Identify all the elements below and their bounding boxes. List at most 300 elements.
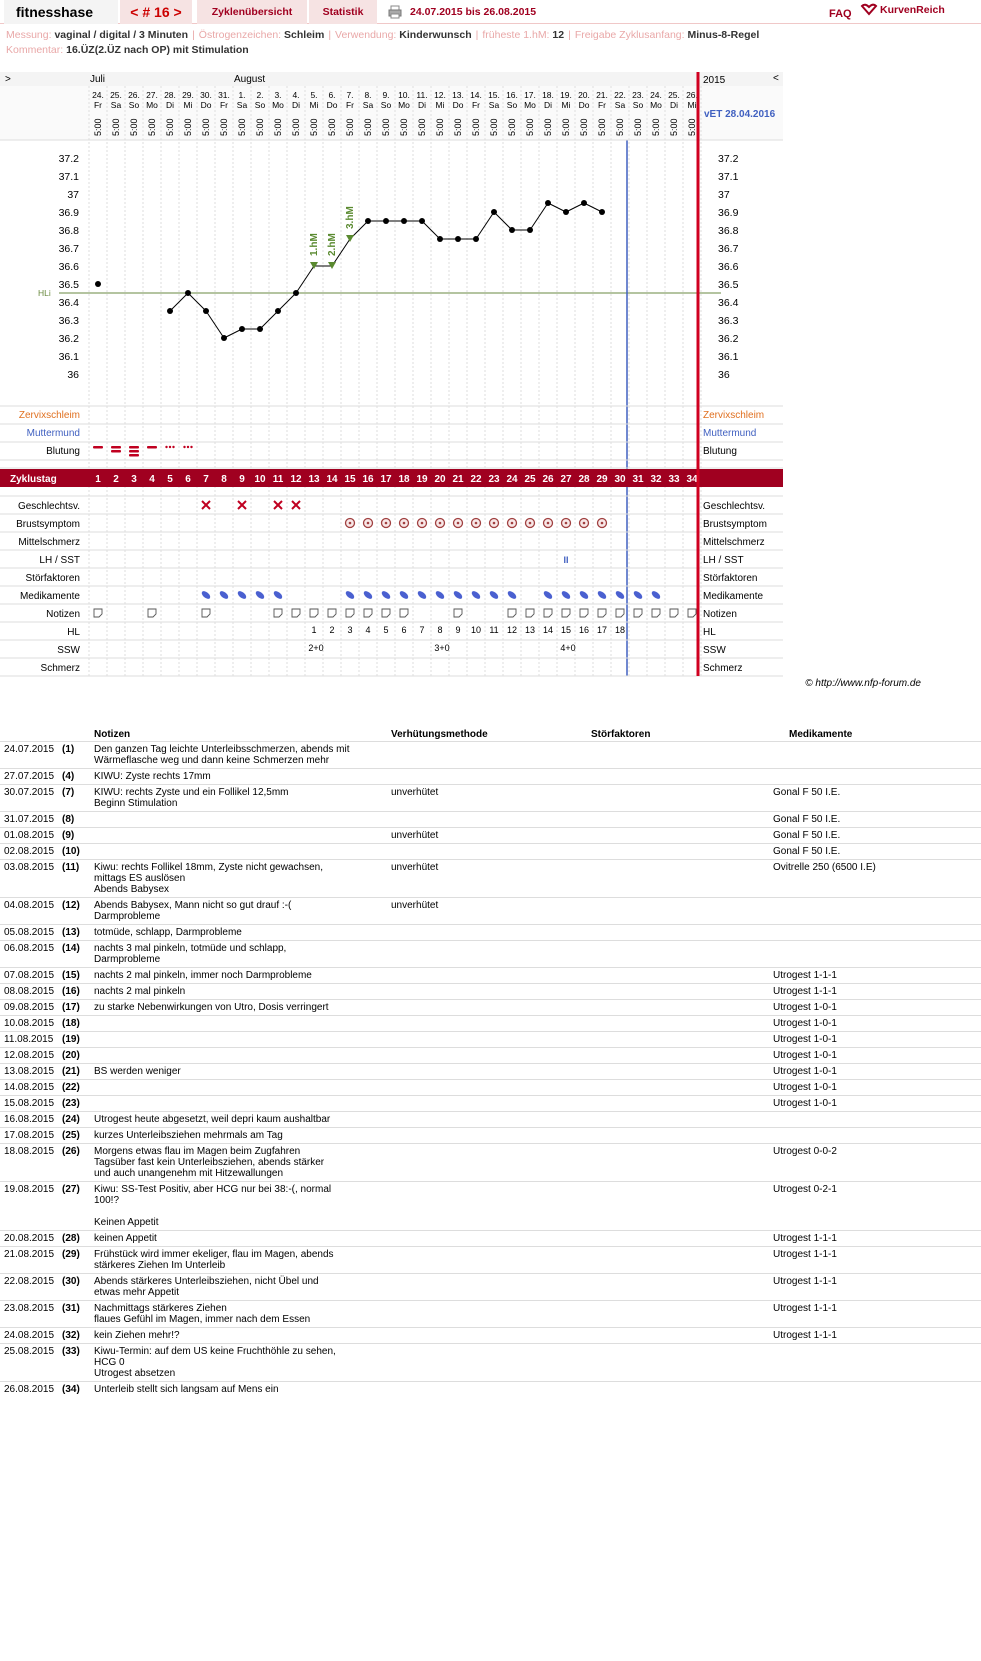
row-label-right: LH / SST [703, 555, 744, 566]
pill-icon [380, 590, 391, 601]
weekday-label: Fr [219, 100, 229, 110]
cycle-day-number: 3 [131, 474, 137, 485]
time-label: 5:00 [327, 118, 337, 136]
temp-point [527, 227, 533, 233]
note-text [90, 1031, 387, 1047]
note-method [387, 1381, 587, 1397]
note-icon [364, 609, 372, 617]
temp-point [383, 218, 389, 224]
note-cycle-day: (21) [62, 1063, 90, 1079]
note-text [90, 827, 387, 843]
note-method [387, 1047, 587, 1063]
row-label: SSW [57, 645, 80, 656]
weekday-label: Sa [488, 100, 500, 110]
hl-number: 9 [455, 625, 461, 635]
note-icon [562, 609, 570, 617]
note-cycle-day: (10) [62, 843, 90, 859]
note-icon [202, 609, 210, 617]
row-label: LH / SST [39, 555, 80, 566]
cycle-day-number: 32 [650, 474, 662, 485]
cycle-day-number: 26 [542, 474, 554, 485]
tab-statistics[interactable]: Statistik [309, 0, 377, 24]
note-text: keinen Appetit [90, 1230, 387, 1246]
time-label: 5:00 [453, 118, 463, 136]
note-method [387, 1079, 587, 1095]
note-disturbance [587, 1127, 769, 1143]
month-august: August [234, 74, 266, 85]
table-row [0, 1381, 981, 1397]
coverline-label: HLi [38, 288, 51, 298]
pill-icon [470, 590, 481, 601]
breast-symptom-dot [565, 522, 568, 525]
intercourse-mark [202, 501, 210, 509]
intercourse-mark [292, 501, 300, 509]
hl-number: 7 [419, 625, 425, 635]
note-disturbance [587, 1111, 769, 1127]
pill-icon [236, 590, 247, 601]
note-disturbance [587, 1246, 769, 1273]
note-cycle-day: (12) [62, 897, 90, 924]
breast-symptom-dot [367, 522, 370, 525]
cycle-day-number: 6 [185, 474, 191, 485]
note-date: 25.08.2015 [0, 1343, 62, 1381]
temp-point [167, 308, 173, 314]
breast-symptom-dot [421, 522, 424, 525]
note-cycle-day: (30) [62, 1273, 90, 1300]
time-label: 5:00 [363, 118, 373, 136]
note-method [387, 1031, 587, 1047]
hl-number: 14 [542, 625, 554, 635]
time-label: 5:00 [615, 118, 625, 136]
date-label: 14. [470, 90, 482, 100]
hl-number: 17 [596, 625, 608, 635]
note-cycle-day: (11) [62, 859, 90, 897]
note-medication: Utrogest 1-0-1 [769, 1063, 981, 1079]
cycle-info: Messung: vaginal / digital / 3 Minuten | Östrogenzeichen: Schleim | Verwendung: Kinderwunsch | früheste 1.hM: 12 | Freigabe Zyklusanfang: Minus-8-Regel Kommentar: 16.ÜZ(2.ÜZ nach OP) mit Stimulation [6, 29, 760, 56]
weekday-label: Di [669, 100, 679, 110]
note-text: Kiwu-Termin: auf dem US keine Fruchthöhle zu sehen, HCG 0 Utrogest absetzen [90, 1343, 387, 1381]
date-label: 12. [434, 90, 446, 100]
brand-link[interactable]: KurvenReich [880, 4, 945, 16]
y-tick-left: 36.4 [58, 297, 79, 309]
table-row [0, 897, 981, 924]
note-cycle-day: (18) [62, 1015, 90, 1031]
note-icon [274, 609, 282, 617]
time-label: 5:00 [687, 118, 697, 136]
note-icon [508, 609, 516, 617]
temp-point [293, 290, 299, 296]
note-disturbance [587, 940, 769, 967]
weekday-label: Mi [561, 100, 571, 110]
cycle-day-number: 17 [380, 474, 392, 485]
note-icon [346, 609, 354, 617]
note-method [387, 999, 587, 1015]
breast-symptom-dot [457, 522, 460, 525]
temp-point [599, 209, 605, 215]
note-medication: Utrogest 1-1-1 [769, 967, 981, 983]
cycle-day-number: 2 [113, 474, 119, 485]
hl-number: 15 [560, 625, 572, 635]
note-cycle-day: (16) [62, 983, 90, 999]
note-disturbance [587, 1300, 769, 1327]
bleeding-mark [111, 450, 121, 453]
pill-icon [434, 590, 445, 601]
cycle-day-number: 21 [452, 474, 464, 485]
breast-symptom-dot [403, 522, 406, 525]
row-label: Notizen [46, 609, 80, 620]
row-label: Schmerz [40, 663, 80, 674]
table-row [0, 1343, 981, 1381]
note-date: 07.08.2015 [0, 967, 62, 983]
table-row [0, 1127, 981, 1143]
row-label-right: Brustsymptom [703, 519, 767, 530]
weekday-label: Mo [398, 100, 410, 110]
note-medication [769, 1343, 981, 1381]
note-medication: Utrogest 1-1-1 [769, 1246, 981, 1273]
weekday-label: Do [200, 100, 212, 110]
bleeding-mark [129, 450, 139, 453]
weekday-label: Sa [110, 100, 122, 110]
bleeding-mark [147, 446, 157, 449]
note-text: KIWU: rechts Zyste und ein Follikel 12,5mm Beginn Stimulation [90, 784, 387, 811]
note-disturbance [587, 859, 769, 897]
weekday-label: Mo [650, 100, 662, 110]
weekday-label: Fr [93, 100, 103, 110]
note-date: 03.08.2015 [0, 859, 62, 897]
weekday-label: Fr [471, 100, 481, 110]
ssw-value: 2+0 [308, 643, 324, 653]
cycle-day-number: 22 [470, 474, 482, 485]
measure-label: Messung: [6, 29, 52, 41]
pill-icon [272, 590, 283, 601]
col-notes: Notizen [94, 728, 131, 740]
note-disturbance [587, 843, 769, 859]
time-label: 5:00 [669, 118, 679, 136]
spotting-mark [187, 446, 189, 448]
note-date: 19.08.2015 [0, 1181, 62, 1230]
note-medication [769, 924, 981, 940]
hl-number: 3 [347, 625, 353, 635]
hl-number: 11 [489, 625, 499, 635]
hl-number: 18 [614, 625, 626, 635]
pill-icon [632, 590, 643, 601]
note-date: 27.07.2015 [0, 768, 62, 784]
note-text [90, 1079, 387, 1095]
date-label: 27. [146, 90, 158, 100]
intercourse-mark [274, 501, 282, 509]
table-row [0, 1111, 981, 1127]
time-label: 5:00 [417, 118, 427, 136]
date-label: 11. [416, 90, 428, 100]
tab-cycle-overview[interactable]: Zyklenübersicht [197, 0, 307, 24]
cycle-day-number: 15 [344, 474, 356, 485]
note-medication [769, 897, 981, 924]
weekday-label: Mi [183, 100, 193, 110]
y-tick-right: 36.1 [718, 351, 739, 363]
time-label: 5:00 [435, 118, 445, 136]
row-label: Medikamente [19, 591, 80, 602]
earliest-hm-value: 12 [552, 29, 565, 41]
table-row [0, 859, 981, 897]
note-medication [769, 940, 981, 967]
temp-point [455, 236, 461, 242]
note-icon [616, 609, 624, 617]
note-text: totmüde, schlapp, Darmprobleme [90, 924, 387, 940]
note-method [387, 1111, 587, 1127]
note-cycle-day: (19) [62, 1031, 90, 1047]
note-icon [634, 609, 642, 617]
hm-label: 3.hM [345, 206, 356, 229]
weekday-label: Sa [236, 100, 248, 110]
cycle-day-number: 18 [398, 474, 410, 485]
cycle-day-number: 9 [239, 474, 245, 485]
note-text: nachts 2 mal pinkeln, immer noch Darmprobleme [90, 967, 387, 983]
note-method [387, 924, 587, 940]
note-icon [454, 609, 462, 617]
date-label: 25. [110, 90, 122, 100]
note-icon [670, 609, 678, 617]
estrogen-label: Östrogenzeichen: [198, 29, 282, 41]
weekday-label: Sa [614, 100, 626, 110]
cycle-day-number: 11 [272, 474, 284, 485]
note-icon [544, 609, 552, 617]
notes-header-row [0, 727, 981, 741]
note-cycle-day: (1) [62, 741, 90, 768]
weekday-label: Di [165, 100, 175, 110]
note-method [387, 940, 587, 967]
note-cycle-day: (24) [62, 1111, 90, 1127]
pill-icon [506, 590, 517, 601]
hl-number: 16 [578, 625, 590, 635]
hm-marker [346, 235, 354, 242]
note-medication: Utrogest 0-2-1 [769, 1181, 981, 1230]
note-disturbance [587, 741, 769, 768]
note-text: Unterleib stellt sich langsam auf Mens ein [90, 1381, 387, 1397]
date-label: 29. [182, 90, 194, 100]
weekday-label: Mo [524, 100, 536, 110]
pill-icon [200, 590, 211, 601]
note-disturbance [587, 1095, 769, 1111]
y-tick-right: 36.2 [718, 333, 739, 345]
note-medication: Utrogest 1-0-1 [769, 1095, 981, 1111]
note-method [387, 741, 587, 768]
cycle-day-number: 19 [416, 474, 428, 485]
note-medication [769, 1127, 981, 1143]
note-date: 20.08.2015 [0, 1230, 62, 1246]
note-cycle-day: (20) [62, 1047, 90, 1063]
note-disturbance [587, 784, 769, 811]
note-disturbance [587, 1273, 769, 1300]
lh-test-mark: II [563, 555, 569, 565]
date-label: 19. [560, 90, 572, 100]
time-label: 5:00 [525, 118, 535, 136]
table-row [0, 1143, 981, 1181]
time-label: 5:00 [507, 118, 517, 136]
cycle-day-number: 29 [596, 474, 608, 485]
nav-next: < [773, 73, 779, 84]
cycle-day-number: 24 [506, 474, 518, 485]
hm-label: 2.hM [327, 233, 338, 256]
note-method [387, 1127, 587, 1143]
note-medication [769, 1111, 981, 1127]
cycle-day-number: 31 [632, 474, 644, 485]
breast-symptom-dot [511, 522, 514, 525]
cycle-day-number: 28 [578, 474, 590, 485]
y-tick-left: 36.8 [58, 225, 79, 237]
date-label: 2. [256, 90, 264, 100]
note-medication: Utrogest 0-0-2 [769, 1143, 981, 1181]
note-medication: Utrogest 1-1-1 [769, 1300, 981, 1327]
temp-point [581, 200, 587, 206]
note-cycle-day: (32) [62, 1327, 90, 1343]
note-cycle-day: (15) [62, 967, 90, 983]
note-cycle-day: (26) [62, 1143, 90, 1181]
col-disturbances: Störfaktoren [591, 728, 651, 740]
table-row [0, 1079, 981, 1095]
zervix-label-right: Zervixschleim [703, 410, 765, 421]
cycle-day-number: 20 [434, 474, 446, 485]
note-method: unverhütet [387, 859, 587, 897]
date-label: 21. [596, 90, 608, 100]
weekday-label: Fr [345, 100, 355, 110]
time-label: 5:00 [399, 118, 409, 136]
breast-symptom-dot [583, 522, 586, 525]
blutung-label-right: Blutung [703, 446, 737, 457]
note-method [387, 768, 587, 784]
note-disturbance [587, 1079, 769, 1095]
date-label: 6. [328, 90, 336, 100]
time-label: 5:00 [381, 118, 391, 136]
time-label: 5:00 [129, 118, 139, 136]
table-row [0, 1230, 981, 1246]
note-icon [400, 609, 408, 617]
note-text: KIWU: Zyste rechts 17mm [90, 768, 387, 784]
note-cycle-day: (9) [62, 827, 90, 843]
row-label-right: Medikamente [703, 591, 764, 602]
temp-point [365, 218, 371, 224]
weekday-label: Mi [687, 100, 697, 110]
date-label: 18. [542, 90, 554, 100]
note-date: 26.08.2015 [0, 1381, 62, 1397]
time-label: 5:00 [219, 118, 229, 136]
note-text: Kiwu: rechts Follikel 18mm, Zyste nicht gewachsen, mittags ES auslösen Abends Babysex [90, 859, 387, 897]
note-cycle-day: (23) [62, 1095, 90, 1111]
pill-icon [650, 590, 661, 601]
time-label: 5:00 [561, 118, 571, 136]
date-label: 5. [310, 90, 318, 100]
note-medication: Utrogest 1-0-1 [769, 1079, 981, 1095]
note-date: 09.08.2015 [0, 999, 62, 1015]
zervix-label: Zervixschleim [18, 410, 80, 421]
weekday-label: So [506, 100, 518, 110]
temp-point [473, 236, 479, 242]
y-tick-left: 36.7 [58, 243, 79, 255]
note-text: kurzes Unterleibsziehen mehrmals am Tag [90, 1127, 387, 1143]
note-method: unverhütet [387, 897, 587, 924]
y-tick-right: 36.4 [718, 297, 739, 309]
note-icon [292, 609, 300, 617]
pill-icon [218, 590, 229, 601]
username: fitnesshase [4, 0, 118, 24]
cycle-day-number: 33 [668, 474, 680, 485]
comment-value: 16.ÜZ(2.ÜZ nach OP) mit Stimulation [66, 43, 249, 56]
cycle-day-number: 34 [686, 474, 698, 485]
cycle-day-number: 5 [167, 474, 173, 485]
row-label: Brustsymptom [16, 519, 80, 530]
note-date: 06.08.2015 [0, 940, 62, 967]
temp-point [239, 326, 245, 332]
note-cycle-day: (34) [62, 1381, 90, 1397]
note-medication: Gonal F 50 I.E. [769, 784, 981, 811]
weekday-label: Mo [146, 100, 158, 110]
note-medication: Utrogest 1-1-1 [769, 983, 981, 999]
faq-link[interactable]: FAQ [829, 8, 852, 20]
row-label-right: Notizen [703, 609, 737, 620]
weekday-label: Di [291, 100, 301, 110]
weekday-label: Mi [435, 100, 445, 110]
note-disturbance [587, 1143, 769, 1181]
note-date: 05.08.2015 [0, 924, 62, 940]
row-label: HL [67, 627, 80, 638]
note-icon [310, 609, 318, 617]
temp-point [437, 236, 443, 242]
date-label: 3. [274, 90, 282, 100]
note-disturbance [587, 768, 769, 784]
note-method [387, 1063, 587, 1079]
note-cycle-day: (22) [62, 1079, 90, 1095]
weekday-label: So [380, 100, 392, 110]
weekday-label: Do [578, 100, 590, 110]
note-text: Utrogest heute abgesetzt, weil depri kaum aushaltbar [90, 1111, 387, 1127]
time-label: 5:00 [651, 118, 661, 136]
year: 2015 [703, 75, 726, 86]
spotting-mark [165, 446, 167, 448]
note-cycle-day: (17) [62, 999, 90, 1015]
pill-icon [542, 590, 553, 601]
cycle-day-number: 12 [290, 474, 302, 485]
cycle-navigator[interactable]: < # 16 > [120, 0, 192, 24]
note-medication: Gonal F 50 I.E. [769, 843, 981, 859]
usage-label: Verwendung: [335, 29, 397, 41]
note-text: Abends Babysex, Mann nicht so gut drauf :-( Darmprobleme [90, 897, 387, 924]
note-cycle-day: (7) [62, 784, 90, 811]
cycle-day-number: 30 [614, 474, 626, 485]
hl-number: 6 [401, 625, 407, 635]
note-cycle-day: (31) [62, 1300, 90, 1327]
note-method [387, 1327, 587, 1343]
table-row [0, 924, 981, 940]
note-date: 31.07.2015 [0, 811, 62, 827]
cycle-day-number: 8 [221, 474, 227, 485]
hl-number: 2 [329, 625, 335, 635]
note-medication: Utrogest 1-0-1 [769, 1047, 981, 1063]
note-medication: Gonal F 50 I.E. [769, 811, 981, 827]
row-label: Störfaktoren [25, 573, 80, 584]
pill-icon [416, 590, 427, 601]
weekday-label: So [128, 100, 140, 110]
bleeding-mark [129, 446, 139, 449]
time-label: 5:00 [111, 118, 121, 136]
table-row [0, 768, 981, 784]
date-label: 1. [238, 90, 246, 100]
hl-number: 12 [506, 625, 518, 635]
row-label-right: HL [703, 627, 716, 638]
note-method [387, 1343, 587, 1381]
y-tick-right: 37.2 [718, 153, 739, 165]
note-text: Abends stärkeres Unterleibsziehen, nicht Übel und etwas mehr Appetit [90, 1273, 387, 1300]
note-cycle-day: (33) [62, 1343, 90, 1381]
note-date: 24.07.2015 [0, 741, 62, 768]
